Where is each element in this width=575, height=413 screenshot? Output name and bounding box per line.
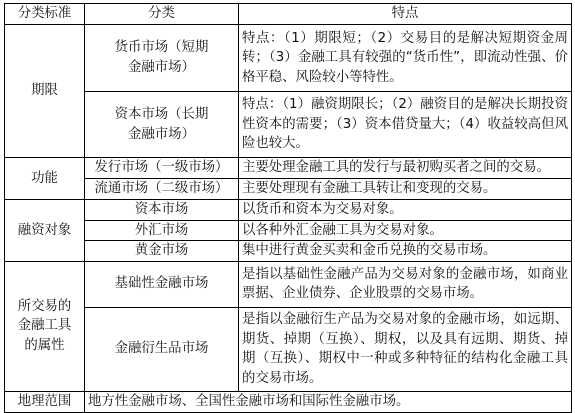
group-function: 功能 <box>5 158 85 200</box>
group-instrument-attribute: 所交易的金融工具的属性 <box>5 261 85 391</box>
feature-primary-market: 主要处理金融工具的发行与最初购买者之间的交易。 <box>239 158 572 179</box>
feature-derivative-market: 是指以金融衍生产品为交易对象的金融市场，如远期、期货、掉期（互换）、期权，以及具有远期、期货、掉期（互换）、期权中一种或多种特征的结构化金融工具的交易市场。 <box>239 307 572 391</box>
feature-gold: 集中进行黄金买卖和金币兑换的交易市场。 <box>239 241 572 262</box>
category-basic-market: 基础性金融市场 <box>85 261 239 307</box>
category-capital-market: 资本市场（长期金融市场） <box>85 92 239 158</box>
category-forex: 外汇市场 <box>85 220 239 241</box>
category-secondary-market: 流通市场（二级市场） <box>85 179 239 200</box>
table-row <box>5 25 572 92</box>
header-feature: 特点 <box>239 4 572 25</box>
category-primary-market: 发行市场（一级市场） <box>85 158 239 179</box>
category-money-market: 货币市场（短期金融市场） <box>85 25 239 92</box>
header-row <box>5 4 572 25</box>
feature-capital: 以货币和资本为交易对象。 <box>239 200 572 221</box>
table-row <box>5 391 572 412</box>
feature-geography: 地方性金融市场、全国性金融市场和国际性金融市场。 <box>85 391 572 412</box>
group-term: 期限 <box>5 25 85 158</box>
feature-forex: 以各种外汇金融工具为交易对象。 <box>239 220 572 241</box>
category-derivative-market: 金融衍生品市场 <box>85 307 239 391</box>
table-row <box>5 220 572 241</box>
table-row <box>5 92 572 158</box>
feature-money-market: 特点：（1）期限短；（2）交易目的是解决短期资金周转；（3）金融工具有较强的“货币性”，即流动性强、价格平稳、风险较小等特性。 <box>239 25 572 92</box>
feature-capital-market: 特点：（1）融资期限长；（2）融资目的是解决长期投资性资本的需要；（3）资本借贷量大；（4）收益较高但风险也较大。 <box>239 92 572 158</box>
table-row <box>5 241 572 262</box>
header-standard: 分类标准 <box>5 4 85 25</box>
category-gold: 黄金市场 <box>85 241 239 262</box>
table-row <box>5 261 572 307</box>
table-row <box>5 200 572 221</box>
table-row <box>5 307 572 391</box>
category-capital: 资本市场 <box>85 200 239 221</box>
feature-basic-market: 是指以基础性金融产品为交易对象的金融市场，如商业票据、企业债券、企业股票的交易市场。 <box>239 261 572 307</box>
table-row <box>5 179 572 200</box>
financial-market-classification-table <box>4 3 572 413</box>
feature-secondary-market: 主要处理现有金融工具转让和变现的交易。 <box>239 179 572 200</box>
table-row <box>5 158 572 179</box>
group-geography: 地理范围 <box>5 391 85 412</box>
header-category: 分类 <box>85 4 239 25</box>
group-financing-object: 融资对象 <box>5 200 85 262</box>
